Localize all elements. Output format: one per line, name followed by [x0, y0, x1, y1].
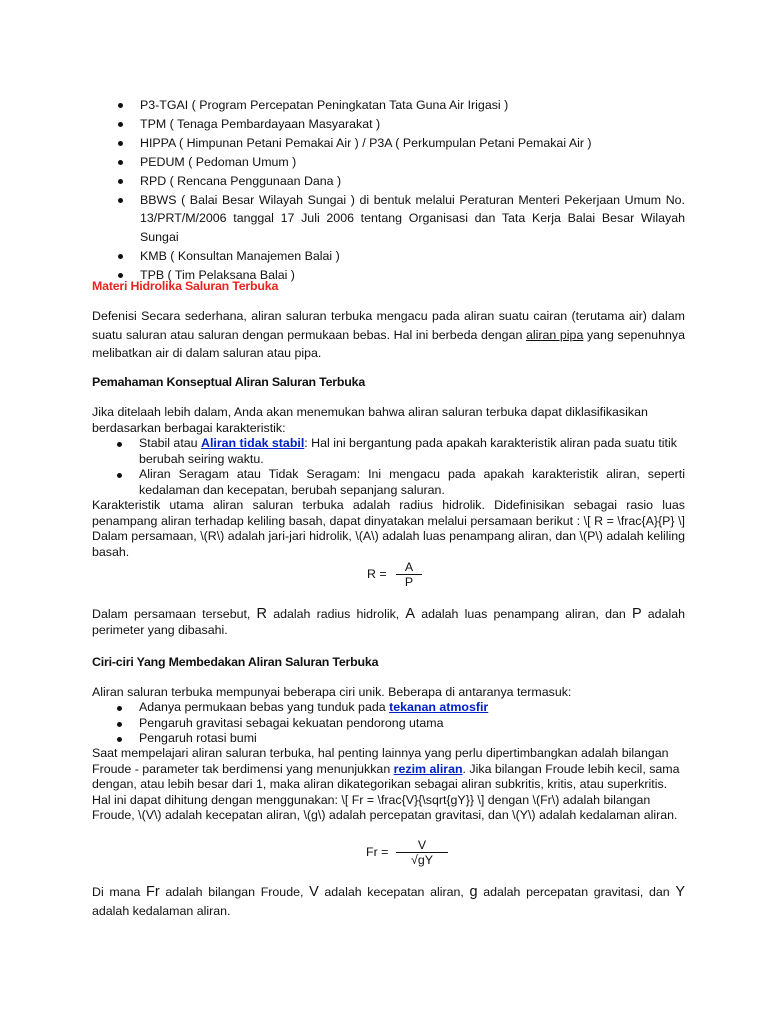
bullet-icon: [117, 737, 122, 742]
bullet-icon: [118, 160, 123, 165]
list-item: KMB ( Konsultan Manajemen Balai ): [0, 247, 685, 266]
classification-list: [0, 436, 685, 498]
aliran-tidak-stabil-link[interactable]: Aliran tidak stabil: [201, 436, 305, 450]
aliran-pipa-link[interactable]: aliran pipa: [525, 327, 584, 342]
froude-paragraph: Saat mempelajari aliran saluran terbuka, hal penting lainnya yang perlu dipertimbangkan adalah bilangan Froude - parameter tak berdimensi yang menunjukkan rezim aliran. Jika bilangan Froude lebih kecil, sama dengan, atau lebih besar dari 1, maka aliran dikategorikan sebagai aliran subkritis, kritis, atau superkritis. Hal ini dapat dihitung dengan menggunakan: \[ Fr = \frac{V}{\sqrt{gY}} \] dengan \(Fr\) adalah bilangan Froude, \(V\) adalah kecepatan aliran, \(g\) adalah percepatan gravitasi, dan \(Y\) adalah kedalaman aliran.: [92, 746, 680, 822]
bullet-icon: [118, 141, 123, 146]
bullet-icon: [118, 254, 123, 259]
formula-lhs: Fr =: [366, 845, 389, 859]
bullet-icon: [118, 273, 123, 278]
bullet-icon: [118, 179, 123, 184]
bullet-icon: [118, 122, 123, 127]
formula-denominator: P: [404, 575, 414, 589]
bullet-icon: [118, 103, 123, 108]
list-item: Adanya permukaan bebas yang tunduk pada tekanan atmosfir: [0, 700, 685, 716]
bullet-icon: [117, 706, 122, 711]
froude-formula: [366, 838, 452, 868]
formula-numerator: V: [417, 838, 427, 852]
formula-numerator: A: [404, 560, 414, 574]
list-item: Aliran Seragam atau Tidak Seragam: Ini mengacu pada apakah karakteristik aliran, seperti kedalaman dan kecepatan, berubah sepanjang saluran.: [0, 467, 685, 498]
formula-lhs: R =: [367, 567, 387, 581]
rezim-aliran-link[interactable]: rezim aliran: [393, 761, 463, 776]
bullet-icon: [117, 722, 122, 727]
abbreviation-list: [0, 96, 685, 285]
hydraulic-radius-paragraph: Karakteristik utama aliran saluran terbuka adalah radius hidrolik. Didefinisikan sebagai rasio luas penampang aliran terhadap keliling basah, dapat dinyatakan melalui persamaan berikut : \[ R = \frac{A}{P} \] Dalam persamaan, \(R\) adalah jari-jari hidrolik, \(A\) adalah luas penampang aliran, dan \(P\) adalah keliling basah.: [92, 498, 685, 559]
tekanan-atmosfir-link[interactable]: tekanan atmosfir: [389, 700, 489, 714]
list-item: TPM ( Tenaga Pembardayaan Masyarakat ): [0, 115, 685, 134]
bullet-icon: [117, 442, 122, 447]
bullet-icon: [118, 198, 123, 203]
classification-intro: Jika ditelaah lebih dalam, Anda akan menemukan bahwa aliran saluran terbuka dapat diklasifikasikan berdasarkan berbagai karakteristik:: [92, 405, 648, 435]
list-item: Pengaruh gravitasi sebagai kekuatan pendorong utama: [0, 716, 685, 732]
froude-explanation: Di mana Fr adalah bilangan Froude, V adalah kecepatan aliran, g adalah percepatan gravitasi, dan Y adalah kedalaman aliran.: [92, 884, 685, 918]
list-item: Pengaruh rotasi bumi: [0, 731, 685, 747]
list-item: TPB ( Tim Pelaksana Balai ): [0, 266, 685, 285]
list-item: PEDUM ( Pedoman Umum ): [0, 153, 685, 172]
definition-paragraph: Defenisi Secara sederhana, aliran saluran terbuka mengacu pada aliran suatu cairan (terutama air) dalam suatu saluran atau saluran dengan permukaan bebas. Hal ini berbeda dengan aliran pipa yang sepenuhnya melibatkan air di dalam saluran atau pipa.: [92, 309, 685, 361]
radius-explanation: Dalam persamaan tersebut, R adalah radius hidrolik, A adalah luas penampang aliran, dan P adalah perimeter yang dibasahi.: [92, 606, 685, 637]
list-item: HIPPA ( Himpunan Petani Pemakai Air ) / P3A ( Perkumpulan Petani Pemakai Air ): [0, 134, 685, 153]
hydraulic-radius-formula: [367, 560, 427, 590]
list-item: Stabil atau Aliran tidak stabil: Hal ini bergantung pada apakah karakteristik aliran pada suatu titik berubah seiring waktu.: [0, 436, 685, 467]
list-item: BBWS ( Balai Besar Wilayah Sungai ) di bentuk melalui Peraturan Menteri Pekerjaan Umum No. 13/PRT/M/2006 tanggal 17 Juli 2006 tentang Organisasi dan Tata Kerja Balai Besar Wilayah Sungai: [0, 191, 685, 248]
bullet-icon: [117, 473, 122, 478]
list-item: RPD ( Rencana Penggunaan Dana ): [0, 172, 685, 191]
section-title-konseptual: Pemahaman Konseptual Aliran Saluran Terbuka: [92, 375, 366, 389]
list-item: P3-TGAI ( Program Percepatan Peningkatan Tata Guna Air Irigasi ): [0, 96, 685, 115]
section-title-hidrolika: Materi Hidrolika Saluran Terbuka: [92, 279, 279, 293]
section-title-ciri: Ciri-ciri Yang Membedakan Aliran Saluran Terbuka: [92, 655, 379, 669]
formula-denominator: √gY: [411, 853, 433, 867]
features-list: [0, 700, 685, 747]
features-intro: Aliran saluran terbuka mempunyai beberapa ciri unik. Beberapa di antaranya termasuk:: [92, 685, 572, 699]
